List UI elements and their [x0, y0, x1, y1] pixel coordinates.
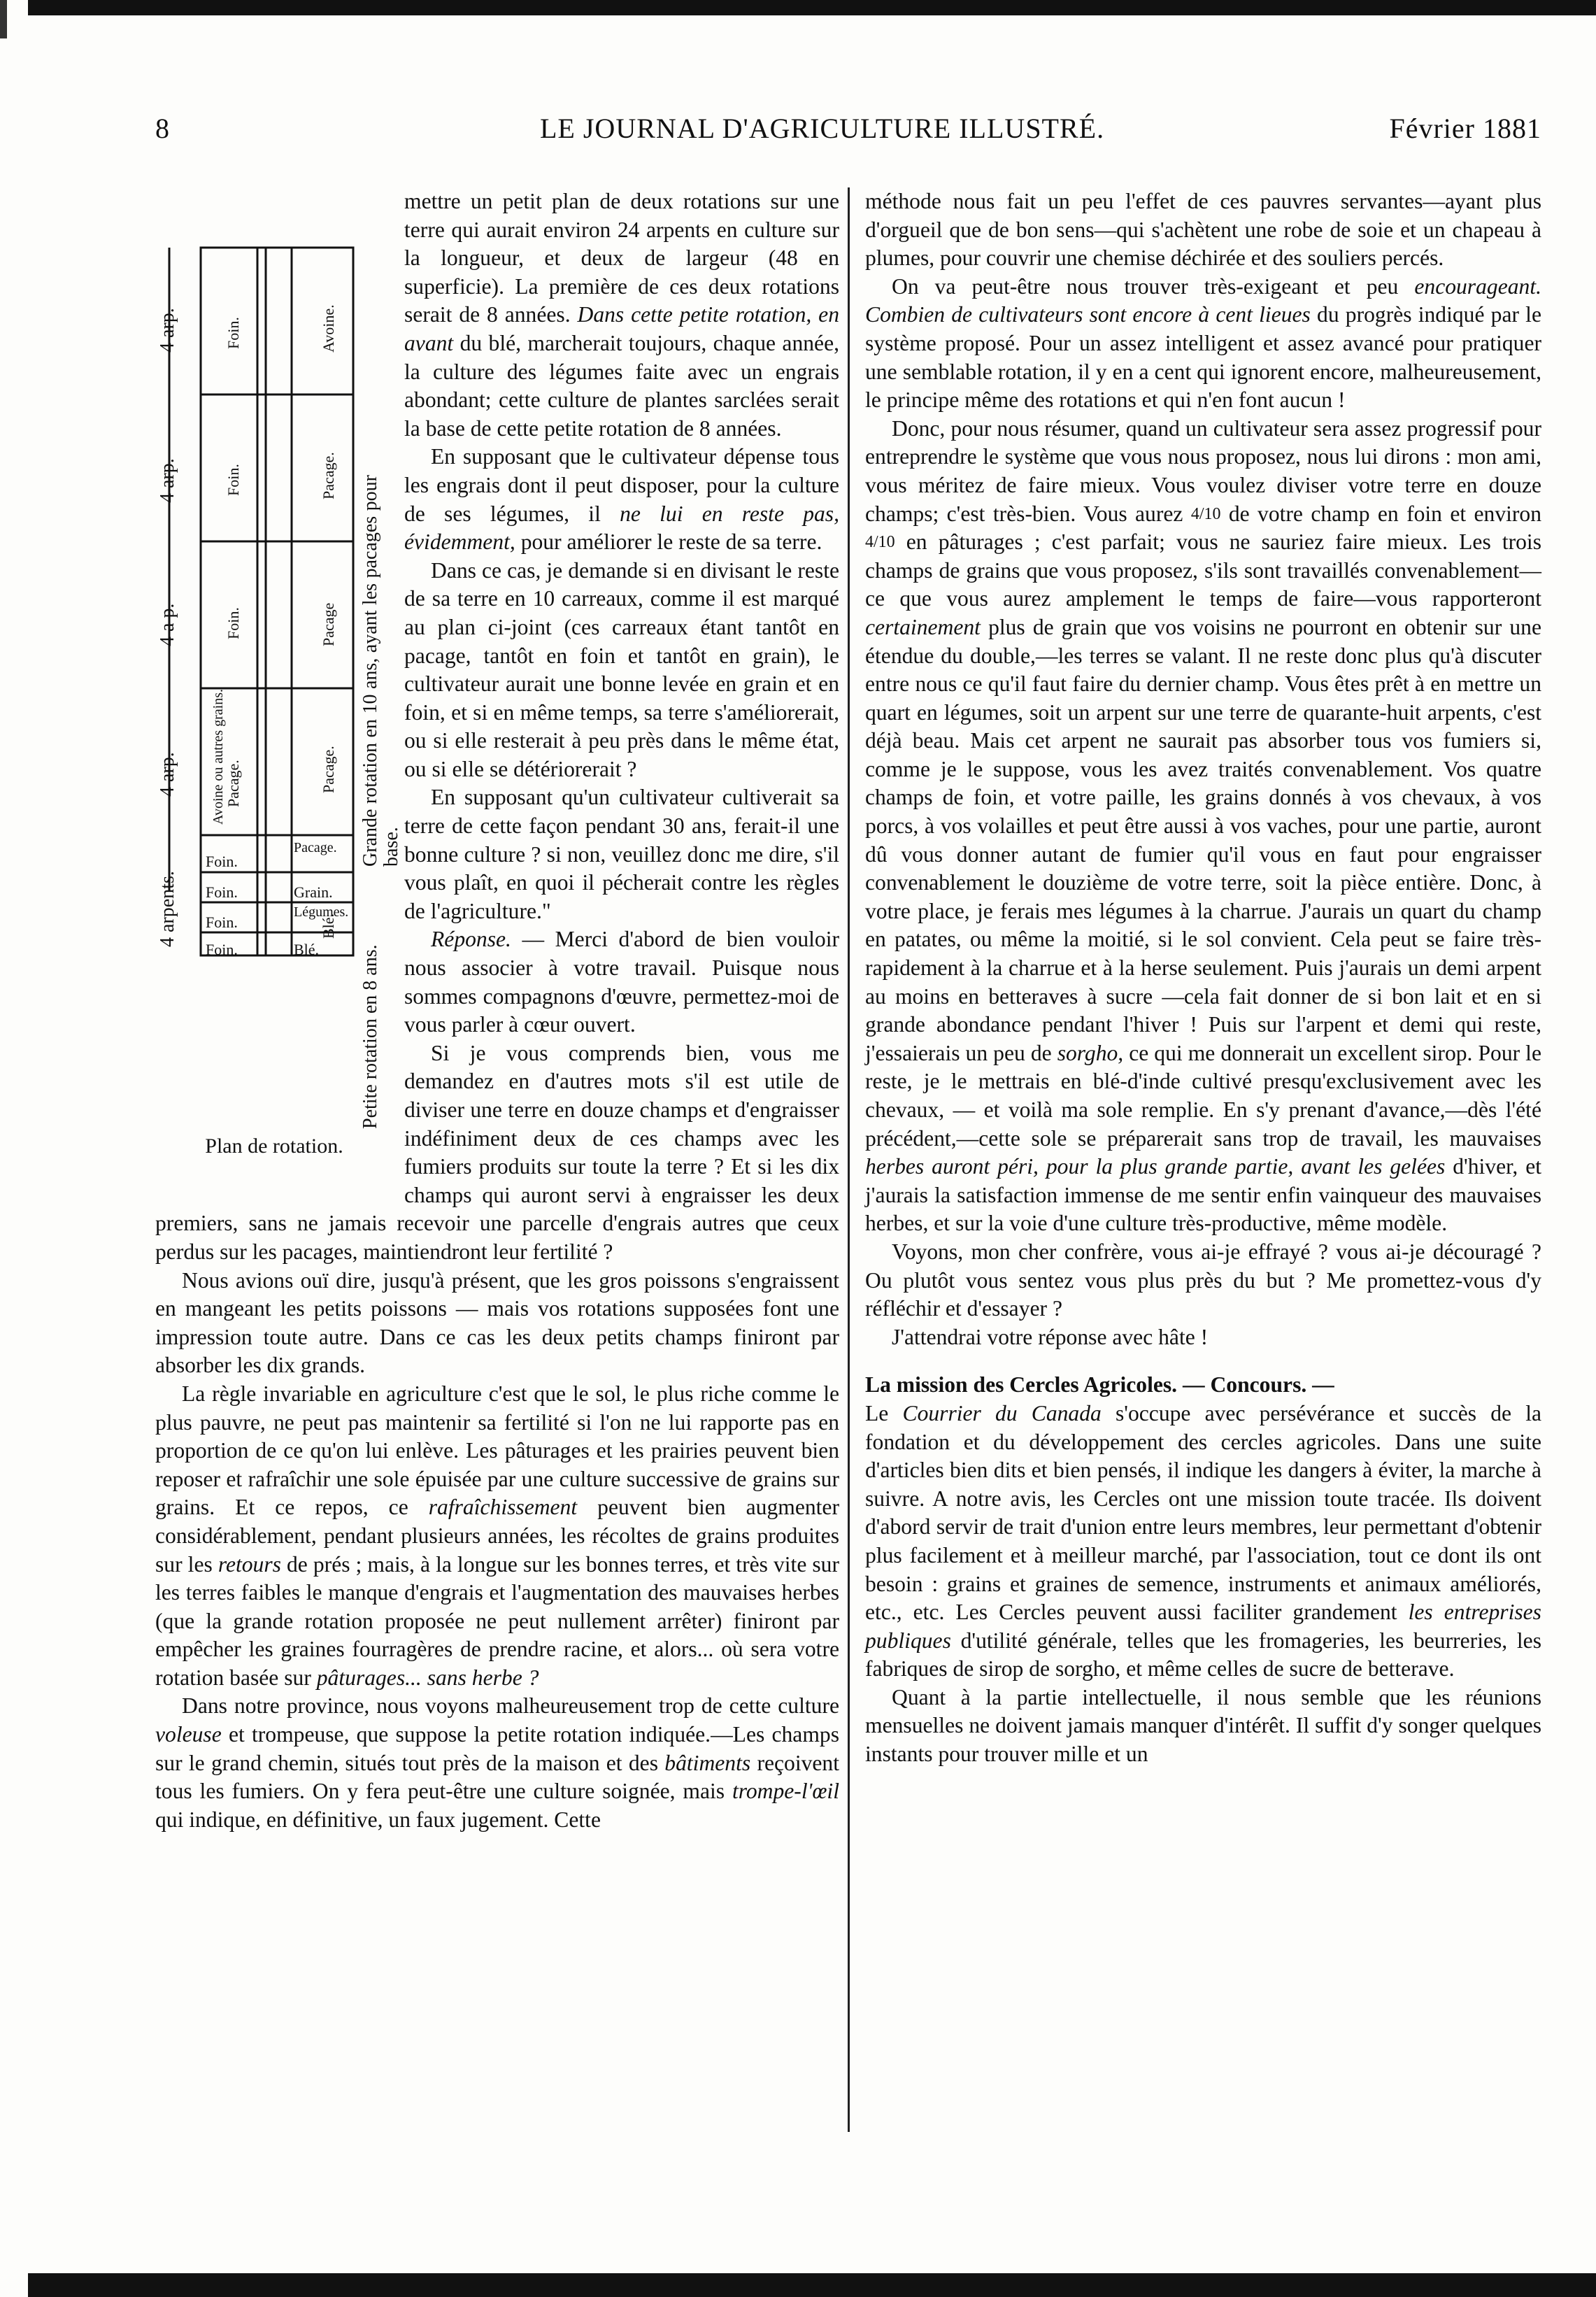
- cell-right-4: Pacage.: [320, 746, 337, 793]
- left-column: [155, 187, 839, 1834]
- lot-size-3: 4 a p.: [157, 603, 178, 646]
- cell-right-5: Blé.: [320, 913, 337, 939]
- small-right-3: Légumes.: [294, 904, 349, 920]
- right-column: [865, 187, 1541, 1769]
- paragraph: Si je vous comprends bien, vous me demandez en d'autres mots s'il est utile de diviser une terre en douze champs et d'engraisser indéfiniment deux de ces champs avec les fumiers produits sur toute la terre ? Et si les dix champs qui auront servi à engraisser les deux premiers, sans ne jamais recevoir une parcelle d'engrais autres que ceux perdus sur les pacages, maintiendront leur fertilité ?: [155, 1040, 839, 1264]
- lot-size-1: 4 arp.: [157, 308, 178, 353]
- figure-caption: Plan de rotation.: [205, 1135, 343, 1158]
- paragraph: Dans ce cas, je demande si en divisant le reste de sa terre en 10 carreaux, comme il est marqué au plan ci-joint (ces carreaux étant tantôt en pacage, tantôt en foin et tantôt en grain), le cultivateur aurait une bonne levée en grain et en foin, et si en même temps, sa terre s'améliorerait, ou si elle resterait à peu près dans le même état, ou si elle se détériorerait ?: [404, 557, 839, 781]
- paragraph: Quant à la partie intellectuelle, il nous semble que les réunions mensuelles ne doivent jamais manquer d'intérêt. Il suffit d'y songer quelques instants pour trouver mille et un: [865, 1684, 1541, 1767]
- page-number: 8: [155, 113, 170, 144]
- petite-rotation-label: Petite rotation en 8 ans.: [359, 944, 381, 1129]
- small-right-2: Grain.: [294, 883, 333, 901]
- grande-rotation-label: Grande rotation en 10 ans, ayant les pacages pour base.: [359, 475, 402, 867]
- rotation-plan-grid: [155, 192, 392, 1132]
- small-left-1: Foin.: [206, 853, 238, 870]
- journal-title: LE JOURNAL D'AGRICULTURE ILLUSTRÉ.: [540, 113, 1105, 144]
- section-heading: La mission des Cercles Agricoles. — Concours. —: [865, 1372, 1334, 1398]
- cell-left-3: Foin.: [225, 607, 242, 639]
- paragraph: La règle invariable en agriculture c'est que le sol, le plus riche comme le plus pauvre, ne peut pas maintenir sa fertilité si l'on ne lui rapporte pas en proportion de ce qu'on lui enlève. Les pâturages et les prairies peuvent bien reposer et rafraîchir une sole épuisée par une culture successive de grains sur grains. Et ce repos, ce rafraîchissement peuvent bien augmenter considérablement, pendant plusieurs années, les récoltes de grains produites sur les retours de prés ; mais, à la longue sur les bonnes terres, et très vite sur les terres faibles le manque d'engrais et l'augmentation des mauvaises herbes (que la grande rotation proposée ne peut nullement arrêter) finiront par empêcher les graines fourragères de prendre racine, et alors... où sera votre rotation basée sur pâturages... sans herbe ?: [155, 1381, 840, 1690]
- paragraph: Dans notre province, nous voyons malheureusement trop de cette culture voleuse et trompeuse, que suppose la petite rotation indiquée.—Les champs sur le grand chemin, situés tout près de la maison et des bâtiments reçoivent tous les fumiers. On y fera peut-être une culture soignée, mais trompe-l'œil qui indique, en définitive, un faux jugement. Cette: [155, 1693, 839, 1832]
- small-left-4: Foin.: [206, 941, 238, 958]
- cell-left-4: Avoine ou autres grains.: [211, 688, 226, 825]
- cell-right-1: Avoine.: [320, 304, 337, 353]
- paragraph: Donc, pour nous résumer, quand un cultivateur sera assez progressif pour entreprendre le système que vous nous proposez, nous lui dirons : mon ami, vous méritez de faire mieux. Vous voulez diviser votre terre en douze champs; c'est très-bien. Vous aurez $^{4/10}$ de votre champ en foin et environ $^{4/10}$ en pâturages ; c'est parfait; vous ne sauriez faire mieux. Les trois champs de grains que vous proposez, s'ils sont travaillés convenablement—ce que vous aurez amplement le temps de faire—vous rapporteront certainement plus de grain que vos voisins ne pourront en obtenir sur une étendue du double,—les terres se valant. Il ne reste donc plus qu'à discuter entre nous ce qu'il faut faire du dernier champ. Vous êtes prêt à en mettre un quart en légumes, soit un arpent sur une terre de quarante-huit arpents, c'est déjà beau. Mais cet arpent ne saurait pas absorber tous vos fumiers si, comme je le suppose, vous les avez traités convenablement. Vos quatre champs de foin, et votre paille, les grains donnés à vos chevaux, à vos porcs, à vos volailles et peut être aussi à vos vaches, pour une partie, auront dû vous donner autant de fumier qu'il vous en faut pour engraisser convenablement le douzième de votre terre, soit la pièce entière. Donc, à votre place, je ferais mes légumes à la charrue. J'aurais un quart du champ en patates, ou même la moitié, si le sol convient. Cela peut se faire très-rapidement à la charrue et à la herse seulement. Puis j'aurais un demi arpent au moins en betteraves à sucre —cela fait donner de si bon lait et en si grande abondance pendant l'hiver ! Puis sur l'arpent et demi qui reste, j'essaierais un peu de sorgho, ce qui me donnerait un excellent sirop. Pour le reste, je le mettrais en blé-d'inde cultivé presqu'exclusivement avec les chevaux, — et voilà ma sole remplie. En s'y prenant d'avance,—dès l'été précédent,—cette sole se préparerait sans trop de travail, les mauvaises herbes auront péri, pour la plus grande partie, avant les gelées d'hiver, et j'aurais la satisfaction immense de me sentir enfin vainqueur des mauvaises herbes, et sur la voie d'une culture très-productive, même modèle.: [865, 415, 1542, 1236]
- cell-left-2: Foin.: [225, 464, 242, 496]
- cell-right-2: Pacage.: [320, 452, 337, 499]
- small-right-4: Blé.: [294, 941, 320, 958]
- page-header: [155, 112, 1541, 154]
- scan-mark: [0, 0, 7, 38]
- top-border: [28, 0, 1596, 15]
- small-right-1: Pacage.: [294, 840, 337, 855]
- paragraph: Voyons, mon cher confrère, vous ai-je effrayé ? vous ai-je découragé ? Ou plutôt vous sentez vous plus près du but ? Me promettez-vous d'y réfléchir et d'essayer ?: [865, 1239, 1541, 1321]
- rotation-plan-figure: [155, 192, 402, 1202]
- issue-date: Février 1881: [1389, 113, 1541, 144]
- column-divider: [848, 187, 850, 2132]
- lot-size-2: 4 arp.: [157, 458, 178, 503]
- paragraph: mettre un petit plan de deux rotations sur une terre qui aurait environ 24 arpents en culture sur la longueur, et deux de largeur (48 en superficie). La première de ces deux rotations serait de 8 années. Dans cette petite rotation, en avant du blé, marcherait toujours, chaque année, la culture des légumes faite avec un engrais abondant; cette culture de plantes sarclées serait la base de cette petite rotation de 8 années.: [404, 189, 839, 441]
- paragraph: En supposant que le cultivateur dépense tous les engrais dont il peut disposer, pour la culture de ses légumes, il ne lui en reste pas, évidemment, pour améliorer le reste de sa terre.: [404, 444, 839, 555]
- paragraph: Le Courrier du Canada s'occupe avec persévérance et succès de la fondation et du développement des cercles agricoles. Dans une suite d'articles bien dits et bien pensés, il indique les dangers à éviter, la marche à suivre. A notre avis, les Cercles ont une mission toute tracée. Ils doivent d'abord servir de trait d'union entre leurs membres, leur permettant d'obtenir plus facilement et à meilleur marché, par l'association, tout ce dont ils ont besoin : grains et graines de semence, instruments et animaux améliorés, etc., etc. Les Cercles peuvent aussi faciliter grandement les entreprises publiques d'utilité générale, telles que les fromageries, les beurreries, les fabriques de sirop de sorgho, et même celles de sucre de betterave.: [865, 1400, 1542, 1681]
- paragraph: Nous avions ouï dire, jusqu'à présent, que les gros poissons s'engraissent en mangeant les petits poissons — mais vos rotations supposées font une impression toute autre. Dans ce cas les deux petits champs finiront par absorber les dix grands.: [155, 1267, 839, 1378]
- cell-left-1: Foin.: [225, 317, 242, 349]
- cell-right-3: Pacage: [320, 602, 337, 646]
- lot-size-5: 4 arpents.: [157, 871, 178, 947]
- small-left-2: Foin.: [206, 883, 238, 901]
- fraction: 4/10: [865, 533, 895, 552]
- paragraph: En supposant qu'un cultivateur cultiverait sa terre de cette façon pendant 30 ans, ferait-il une bonne culture ? si non, veuillez donc me dire, s'il vous plaît, en quoi il pécherait contre les règles de l'agriculture.": [404, 785, 839, 923]
- fraction: 4/10: [1190, 504, 1221, 523]
- cell-left-5: Pacage.: [225, 760, 242, 807]
- small-left-3: Foin.: [206, 913, 238, 931]
- paragraph: J'attendrai votre réponse avec hâte !: [892, 1324, 1209, 1349]
- paragraph: On va peut-être nous trouver très-exigeant et peu encourageant. Combien de cultivateurs sont encore à cent lieues du progrès indiqué par le système proposé. Pour un assez intelligent et assez avancé pour pratiquer une semblable rotation, il y en a cent qui ignorent encore, malheureusement, le principe même des rotations et qui n'en font aucun !: [865, 273, 1541, 413]
- lot-size-4: 4 arp.: [157, 752, 178, 797]
- paragraph: méthode nous fait un peu l'effet de ces pauvres servantes—ayant plus d'orgueil que de bon sens—qui s'achètent une robe de soie et un chapeau à plumes, pour couvrir une chemise déchirée et des souliers percés.: [865, 189, 1541, 271]
- bottom-border: [28, 2273, 1596, 2297]
- paragraph: Réponse. — Merci d'abord de bien vouloir nous associer à votre travail. Puisque nous sommes compagnons d'œuvre, permettez-moi de vous parler à cœur ouvert.: [404, 927, 839, 1037]
